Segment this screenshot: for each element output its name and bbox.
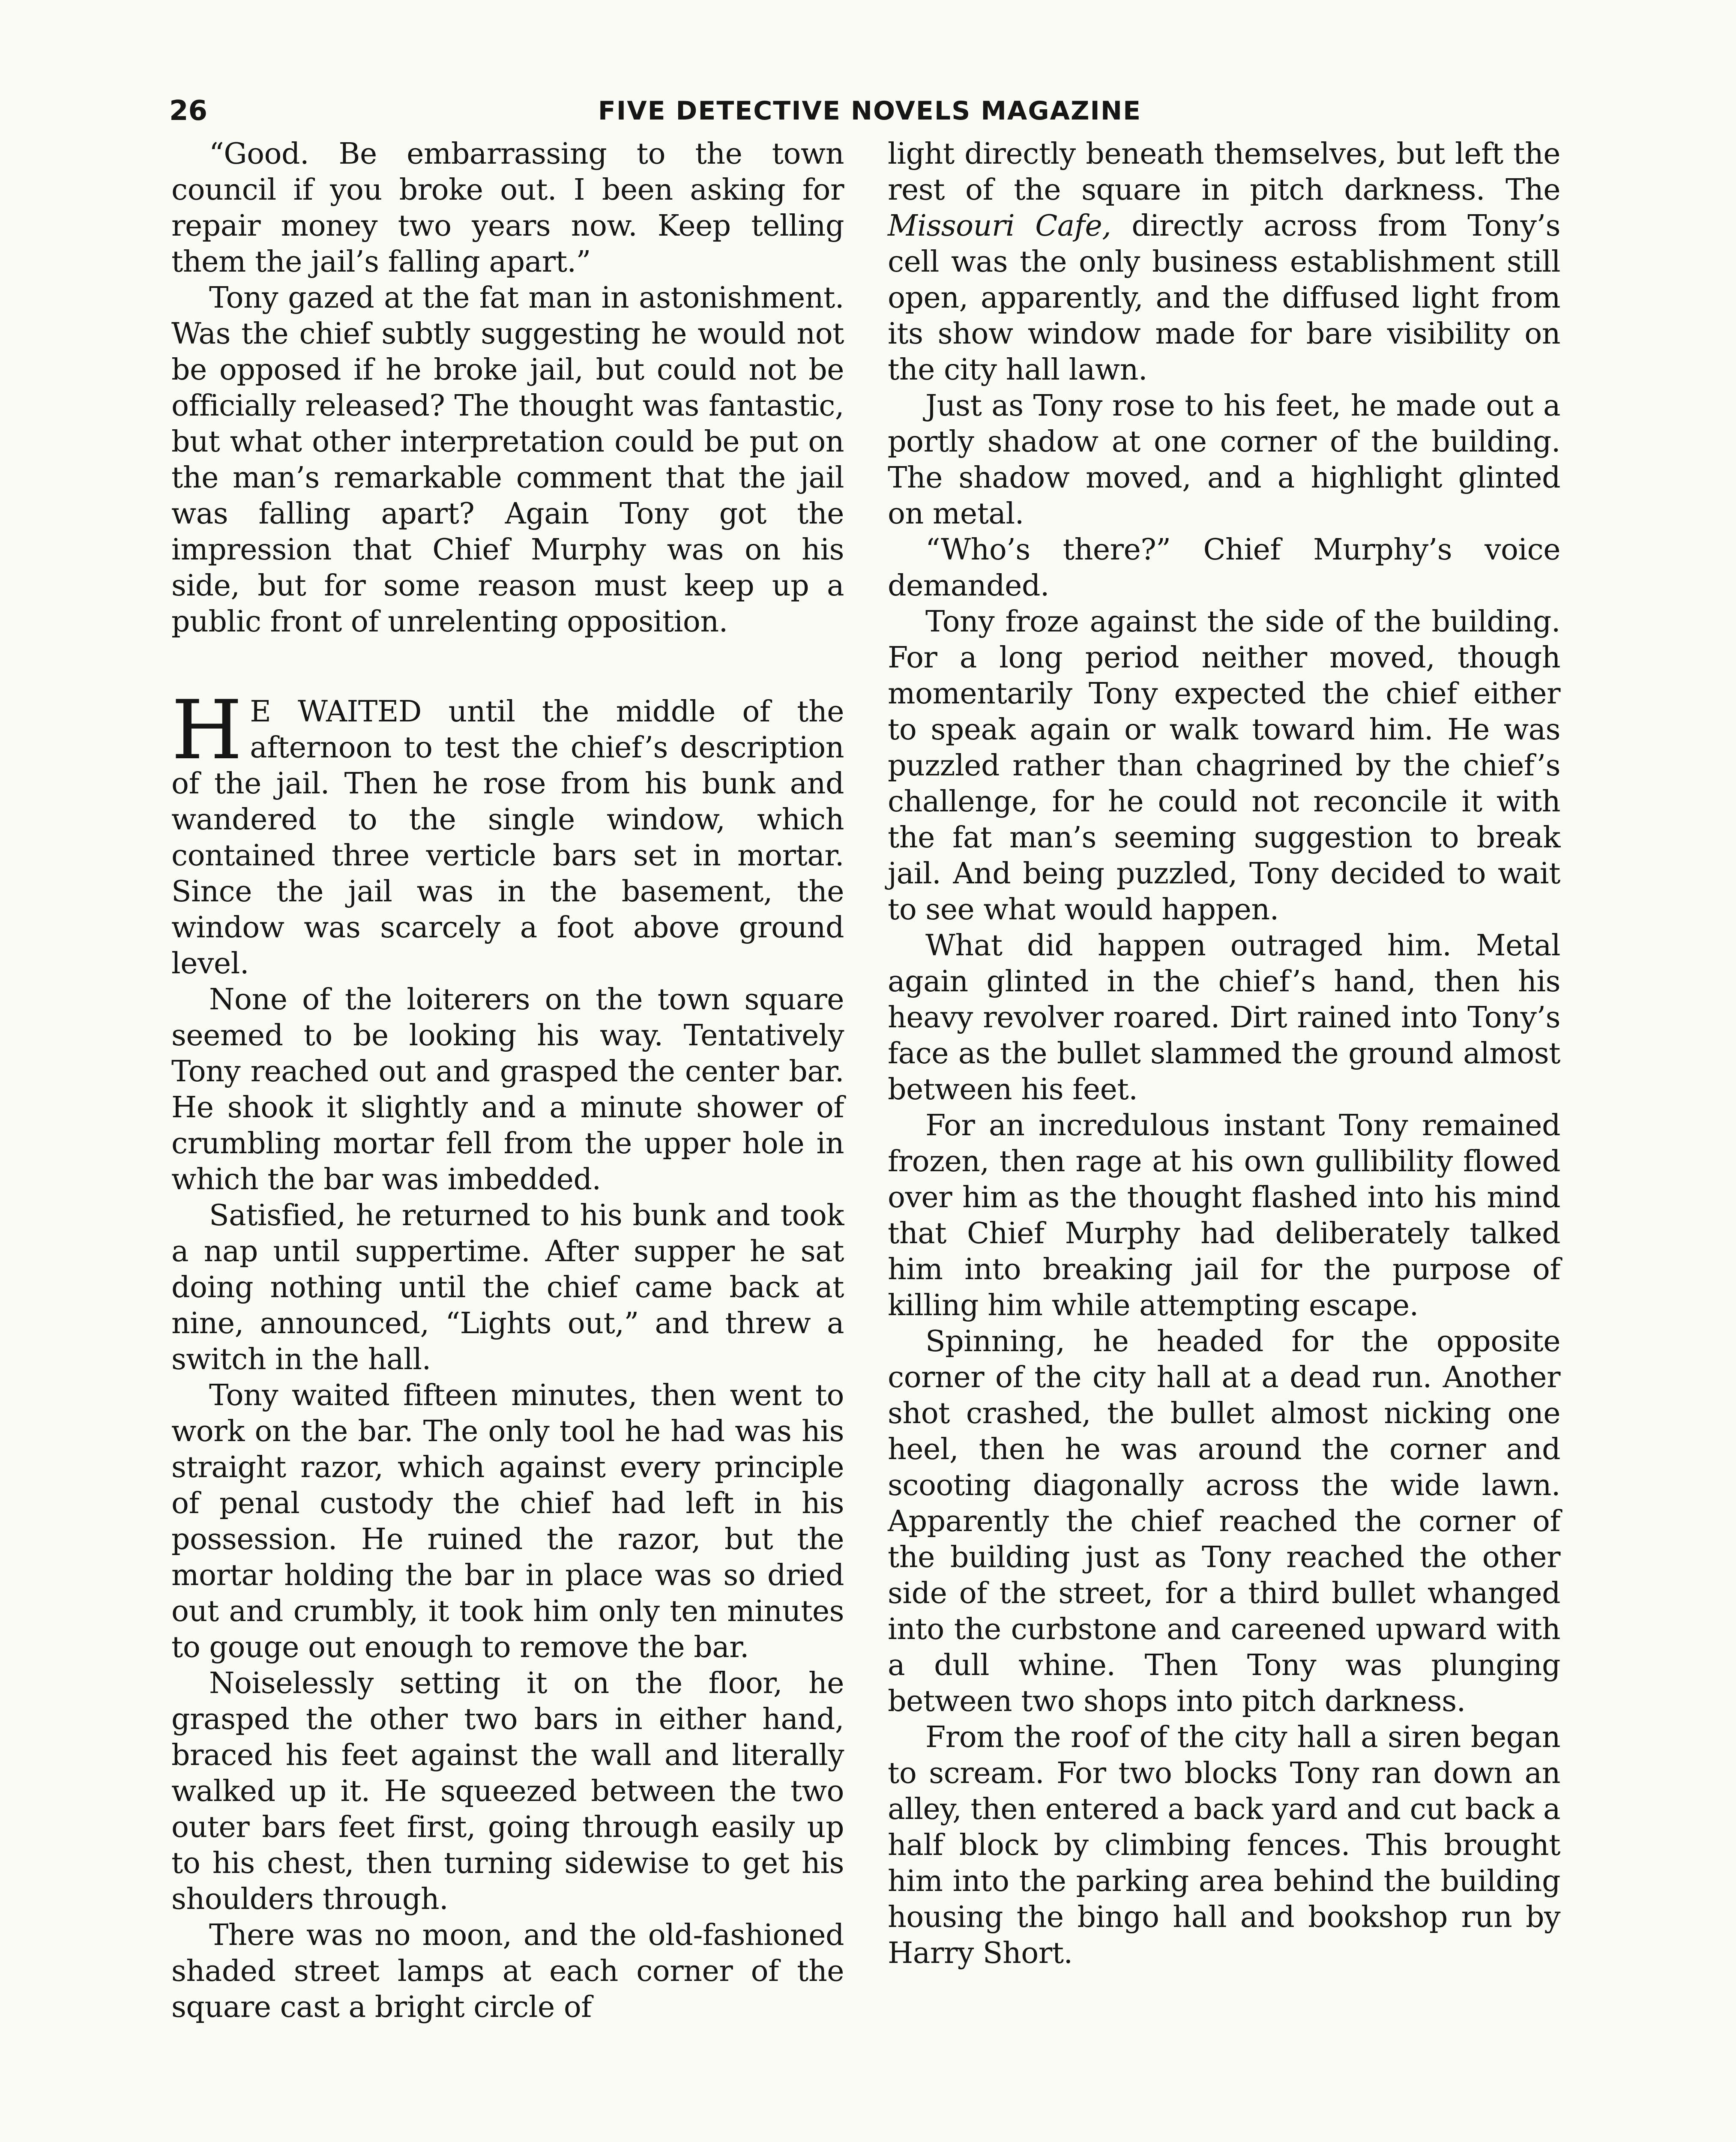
- paragraph: For an incredulous instant Tony remained frozen, then rage at his own gullibility flowed over him as the thought flashed into his mind that Chief Murphy had deliberately talked him into breaking jail for the purpose of killing him while attempting escape.: [888, 1109, 1560, 1322]
- italic-text: Missouri Cafe,: [888, 209, 1111, 243]
- lead-in-caps: E WAITED: [250, 695, 422, 729]
- paragraph: Spinning, he headed for the opposite corner of the city hall at a dead run. Another shot crashed, the bullet almost nicking one heel, then he was around the corner and scooting diagonally across the wide lawn. Apparently the chief reached the corner of the building just as Tony reached the other side of the street, for a third bullet whanged into the curbstone and careened upward with a dull whine. Then Tony was plunging between two shops into pitch darkness.: [888, 1325, 1560, 1718]
- page-number: 26: [169, 95, 208, 127]
- paragraph-text: until the middle of the afternoon to test the chief’s description of the jail. Then he rose from his bunk and wandered to the single window, which contained three verticle bars set in mortar. Since the jail was in the basement, the window was scarcely a foot above ground level.: [171, 695, 844, 981]
- paragraph-text: directly across from Tony’s cell was the only business establishment still open, apparently, and the diffused light from its show window made for bare visibility on the city hall lawn.: [888, 209, 1560, 387]
- paragraph: “Good. Be embarrassing to the town council if you broke out. I been asking for repair money two years now. Keep telling them the jail’s falling apart.”: [171, 137, 844, 279]
- drop-cap: H: [171, 683, 242, 778]
- paragraph: Tony waited fifteen minutes, then went to work on the bar. The only tool he had was his straight razor, which against every principle of penal custody the chief had left in his possession. He ruined the razor, but the mortar holding the bar in place was so dried out and crumbly, it took him only ten minutes to gouge out enough to remove the bar.: [171, 1379, 844, 1664]
- paragraph: What did happen outraged him. Metal again glinted in the chief’s hand, then his heavy revolver roared. Dirt rained into Tony’s face as the bullet slammed the ground almost between his feet.: [888, 929, 1560, 1107]
- section-start-paragraph: [171, 683, 844, 982]
- paragraph: From the roof of the city hall a siren began to scream. For two blocks Tony ran down an alley, then entered a back yard and cut back a half block by climbing fences. This brought him into the parking area behind the building housing the bingo hall and bookshop run by Harry Short.: [888, 1720, 1560, 1970]
- paragraph: Noiselessly setting it on the floor, he grasped the other two bars in either hand, braced his feet against the wall and literally walked up it. He squeezed between the two outer bars feet first, going through easily up to his chest, then turning sidewise to get his shoulders through.: [171, 1666, 844, 1916]
- paragraph: “Who’s there?” Chief Murphy’s voice demanded.: [888, 533, 1560, 603]
- paragraph: Satisfied, he returned to his bunk and took a nap until suppertime. After supper he sat doing nothing until the chief came back at nine, announced, “Lights out,” and threw a switch in the hall.: [171, 1199, 844, 1376]
- paragraph-text: light directly beneath themselves, but left the rest of the square in pitch darkness. The: [888, 137, 1560, 207]
- right-column: [888, 136, 1560, 1971]
- paragraph-continued: [888, 136, 1560, 388]
- paragraph: None of the loiterers on the town square seemed to be looking his way. Tentatively Tony reached out and grasped the center bar. He shook it slightly and a minute shower of crumbling mortar fell from the upper hole in which the bar was imbedded.: [171, 983, 844, 1197]
- running-title: FIVE DETECTIVE NOVELS MAGAZINE: [598, 96, 1142, 126]
- paragraph: There was no moon, and the old-fashioned shaded street lamps at each corner of the square cast a bright circle of: [171, 1918, 844, 2024]
- paragraph: Tony froze against the side of the building. For a long period neither moved, though momentarily Tony expected the chief either to speak again or walk toward him. He was puzzled rather than chagrined by the chief’s challenge, for he could not reconcile it with the fat man’s seeming suggestion to break jail. And being puzzled, Tony decided to wait to see what would happen.: [888, 605, 1560, 927]
- page-header: [169, 92, 1570, 139]
- paragraph: Just as Tony rose to his feet, he made out a portly shadow at one corner of the building. The shadow moved, and a highlight glinted on metal.: [888, 389, 1560, 531]
- paragraph: Tony gazed at the fat man in astonishment. Was the chief subtly suggesting he would not be opposed if he broke jail, but could not be officially released? The thought was fantastic, but what other interpretation could be put on the man’s remarkable comment that the jail was falling apart? Again Tony got the impression that Chief Murphy was on his side, but for some reason must keep up a public front of unrelenting opposition.: [171, 281, 844, 639]
- left-column: [171, 136, 844, 2025]
